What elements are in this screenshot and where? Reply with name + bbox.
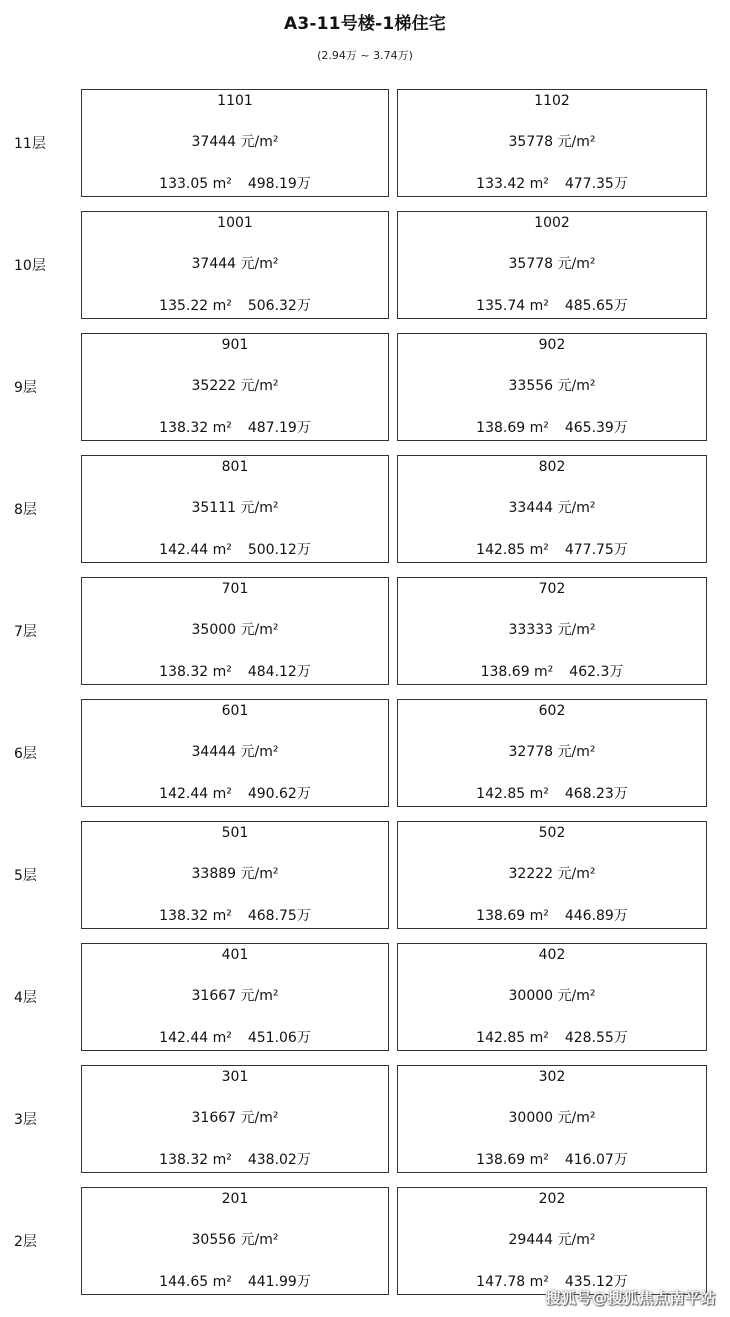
unit-total-price: 468.23万 — [564, 786, 628, 802]
unit-meta — [398, 661, 706, 681]
unit-price-per-sqm: 35778 元/m² — [508, 134, 596, 150]
unit-price-per-sqm: 33556 元/m² — [508, 378, 596, 394]
unit-number: 401 — [221, 947, 249, 963]
unit-number: 702 — [538, 581, 566, 597]
unit-number: 902 — [538, 337, 566, 353]
unit-area: 142.85 m² — [476, 542, 549, 558]
unit-card[interactable] — [397, 211, 707, 319]
floor-label: 2层 — [14, 1234, 37, 1250]
unit-meta — [82, 783, 388, 803]
unit-card[interactable] — [81, 821, 389, 929]
floor-row — [0, 1187, 730, 1297]
floor-label: 4层 — [14, 990, 37, 1006]
floor-row — [0, 699, 730, 809]
unit-meta — [398, 783, 706, 803]
unit-price-per-sqm: 30000 元/m² — [508, 988, 596, 1004]
unit-number: 1101 — [217, 93, 253, 109]
unit-total-price: 438.02万 — [247, 1152, 311, 1168]
unit-total-price: 435.12万 — [564, 1274, 628, 1290]
floor-label: 8层 — [14, 502, 37, 518]
unit-price-per-sqm: 33333 元/m² — [508, 622, 596, 638]
unit-price-per-sqm: 33444 元/m² — [508, 500, 596, 516]
unit-number: 701 — [221, 581, 249, 597]
unit-price-per-sqm: 30000 元/m² — [508, 1110, 596, 1126]
unit-price-per-sqm: 37444 元/m² — [191, 134, 279, 150]
unit-number: 202 — [538, 1191, 566, 1207]
unit-number: 302 — [538, 1069, 566, 1085]
unit-meta — [398, 1149, 706, 1169]
unit-price-per-sqm: 35111 元/m² — [191, 500, 279, 516]
unit-number: 502 — [538, 825, 566, 841]
unit-area: 138.69 m² — [476, 908, 549, 924]
unit-area: 135.74 m² — [476, 298, 549, 314]
unit-total-price: 500.12万 — [247, 542, 311, 558]
unit-number: 801 — [221, 459, 249, 475]
unit-area: 138.32 m² — [159, 908, 232, 924]
unit-area: 142.85 m² — [476, 786, 549, 802]
unit-card[interactable] — [81, 943, 389, 1051]
unit-meta — [82, 905, 388, 925]
unit-meta — [82, 1271, 388, 1291]
floor-label: 3层 — [14, 1112, 37, 1128]
unit-number: 602 — [538, 703, 566, 719]
unit-total-price: 485.65万 — [564, 298, 628, 314]
floor-label: 11层 — [14, 136, 46, 152]
unit-card[interactable] — [397, 89, 707, 197]
unit-card[interactable] — [81, 211, 389, 319]
price-range-subtitle: (2.94万 ~ 3.74万) — [317, 49, 413, 62]
unit-price-per-sqm: 37444 元/m² — [191, 256, 279, 272]
unit-meta — [82, 173, 388, 193]
unit-total-price: 428.55万 — [564, 1030, 628, 1046]
floor-row — [0, 333, 730, 443]
unit-meta — [82, 295, 388, 315]
unit-number: 1002 — [534, 215, 570, 231]
unit-area: 147.78 m² — [476, 1274, 549, 1290]
unit-total-price: 462.3万 — [569, 664, 624, 680]
floor-grid — [0, 89, 730, 1309]
unit-area: 138.32 m² — [159, 1152, 232, 1168]
unit-card[interactable] — [397, 1187, 707, 1295]
unit-meta — [398, 417, 706, 437]
unit-price-per-sqm: 31667 元/m² — [191, 988, 279, 1004]
unit-price-per-sqm: 30556 元/m² — [191, 1232, 279, 1248]
unit-total-price: 506.32万 — [247, 298, 311, 314]
unit-number: 1102 — [534, 93, 570, 109]
floor-row — [0, 821, 730, 931]
unit-price-per-sqm: 35222 元/m² — [191, 378, 279, 394]
unit-area: 138.32 m² — [159, 664, 232, 680]
unit-card[interactable] — [81, 333, 389, 441]
unit-number: 1001 — [217, 215, 253, 231]
floor-label: 5层 — [14, 868, 37, 884]
unit-area: 142.85 m² — [476, 1030, 549, 1046]
unit-card[interactable] — [397, 577, 707, 685]
unit-area: 138.69 m² — [476, 420, 549, 436]
unit-number: 301 — [221, 1069, 249, 1085]
unit-meta — [398, 905, 706, 925]
unit-total-price: 468.75万 — [247, 908, 311, 924]
unit-price-per-sqm: 34444 元/m² — [191, 744, 279, 760]
floor-label: 9层 — [14, 380, 37, 396]
unit-card[interactable] — [397, 821, 707, 929]
unit-total-price: 451.06万 — [247, 1030, 311, 1046]
floor-row — [0, 211, 730, 321]
floor-label: 7层 — [14, 624, 37, 640]
unit-price-per-sqm: 32222 元/m² — [508, 866, 596, 882]
floor-row — [0, 943, 730, 1053]
unit-meta — [82, 417, 388, 437]
unit-number: 601 — [221, 703, 249, 719]
unit-meta — [398, 173, 706, 193]
unit-number: 501 — [221, 825, 249, 841]
unit-total-price: 487.19万 — [247, 420, 311, 436]
page-title: A3-11号楼-1梯住宅 — [284, 14, 446, 34]
unit-number: 901 — [221, 337, 249, 353]
unit-card[interactable] — [81, 1065, 389, 1173]
unit-total-price: 477.35万 — [564, 176, 628, 192]
unit-area: 135.22 m² — [159, 298, 232, 314]
unit-card[interactable] — [81, 1187, 389, 1295]
unit-total-price: 498.19万 — [247, 176, 311, 192]
unit-area: 142.44 m² — [159, 786, 232, 802]
unit-card[interactable] — [397, 455, 707, 563]
unit-card[interactable] — [81, 699, 389, 807]
unit-card[interactable] — [397, 1065, 707, 1173]
unit-price-per-sqm: 35000 元/m² — [191, 622, 279, 638]
watermark: 搜狐号@搜狐焦点南平站 — [545, 1289, 716, 1307]
unit-card[interactable] — [397, 699, 707, 807]
floor-label: 10层 — [14, 258, 46, 274]
unit-card[interactable] — [397, 943, 707, 1051]
unit-total-price: 465.39万 — [564, 420, 628, 436]
unit-area: 142.44 m² — [159, 542, 232, 558]
unit-price-per-sqm: 29444 元/m² — [508, 1232, 596, 1248]
unit-area: 142.44 m² — [159, 1030, 232, 1046]
unit-meta — [398, 1027, 706, 1047]
floor-row — [0, 455, 730, 565]
unit-total-price: 446.89万 — [564, 908, 628, 924]
unit-total-price: 490.62万 — [247, 786, 311, 802]
unit-area: 138.32 m² — [159, 420, 232, 436]
unit-area: 138.69 m² — [480, 664, 554, 680]
unit-total-price: 484.12万 — [247, 664, 311, 680]
unit-price-per-sqm: 32778 元/m² — [508, 744, 596, 760]
unit-area: 133.05 m² — [159, 176, 232, 192]
unit-number: 402 — [538, 947, 566, 963]
unit-area: 133.42 m² — [476, 176, 549, 192]
unit-meta — [82, 1149, 388, 1169]
unit-area: 138.69 m² — [476, 1152, 549, 1168]
unit-card[interactable] — [397, 333, 707, 441]
unit-total-price: 416.07万 — [564, 1152, 628, 1168]
floor-label: 6层 — [14, 746, 37, 762]
unit-total-price: 477.75万 — [564, 542, 628, 558]
unit-price-per-sqm: 33889 元/m² — [191, 866, 279, 882]
unit-meta — [82, 661, 388, 681]
unit-area: 144.65 m² — [159, 1274, 232, 1290]
unit-card[interactable] — [81, 577, 389, 685]
unit-total-price: 441.99万 — [247, 1274, 311, 1290]
unit-number: 201 — [221, 1191, 249, 1207]
floor-row — [0, 577, 730, 687]
floor-row — [0, 1065, 730, 1175]
unit-card[interactable] — [81, 455, 389, 563]
unit-meta — [398, 539, 706, 559]
unit-price-per-sqm: 31667 元/m² — [191, 1110, 279, 1126]
floor-row — [0, 89, 730, 199]
unit-number: 802 — [538, 459, 566, 475]
unit-meta — [398, 295, 706, 315]
unit-card[interactable] — [81, 89, 389, 197]
unit-meta — [82, 1027, 388, 1047]
unit-price-per-sqm: 35778 元/m² — [508, 256, 596, 272]
unit-meta — [82, 539, 388, 559]
